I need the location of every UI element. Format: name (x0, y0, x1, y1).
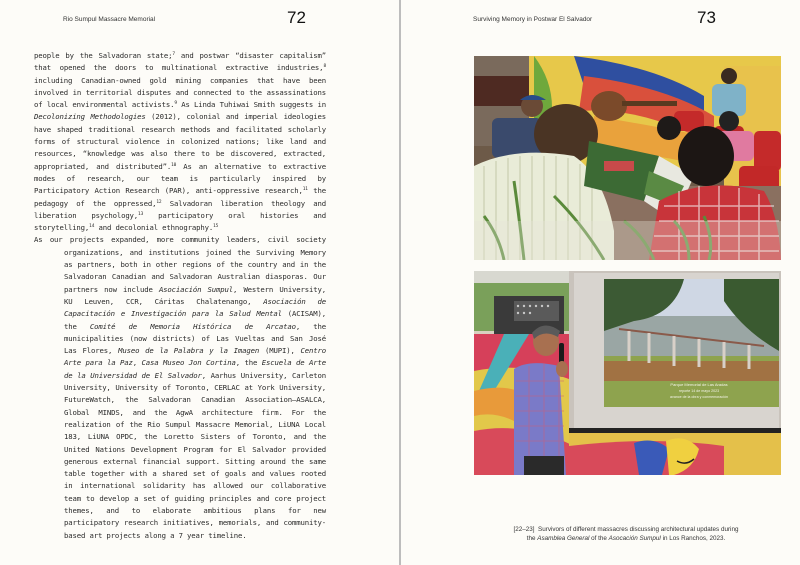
slide-subtitle: reporte 14 de mayo 2023 (678, 389, 720, 393)
italic-title: Museo de la Palabra y la Imagen (118, 346, 260, 356)
caption-text: the (526, 535, 538, 542)
text-run: people by the Salvadoran state; (34, 51, 173, 60)
italic-title: Asociación de Capacitación e Investigación para la Salud Mental (64, 296, 326, 319)
italic-title: Casa Museo Jon Cortina (141, 358, 236, 368)
text-run: and postwar “disaster capitalism” that opened the doors to multinational extractive industries, (34, 51, 326, 73)
footnote-ref[interactable]: 15 (213, 224, 219, 230)
caption-emphasis: Asamblea General (537, 535, 590, 542)
paragraph (34, 50, 326, 234)
italic-title: Decolonizing Methodologies (34, 112, 146, 122)
italic-title: Escuela de Arte de la Universidad de El Salvador (64, 358, 326, 380)
footnote-ref[interactable]: 14 (89, 224, 95, 230)
text-run: and decolonial ethnography. (94, 223, 214, 233)
speaker-presenting-photo (474, 271, 781, 475)
caption-text: of the (589, 535, 609, 542)
text-run: participatory oral histories and storytelling, (34, 210, 326, 233)
caption-line-1 (461, 525, 791, 534)
text-run: , Western University, KU Leuven, CCR, Cáritas Chalatenango, (64, 284, 327, 306)
text-run: the pedagogy of the oppressed, (34, 186, 326, 208)
text-run: (ACISAM), the (64, 309, 326, 331)
footnote-ref[interactable]: 10 (171, 162, 177, 168)
text-run: , (132, 358, 142, 368)
footnote-ref[interactable]: 8 (323, 64, 326, 70)
slide-subtitle-2: avance de la obra y conmemoración (670, 395, 728, 399)
italic-title: Centro Arte para la Paz (64, 346, 326, 368)
photo-caption (461, 525, 791, 543)
footnote-ref[interactable]: 12 (156, 199, 162, 205)
text-run: Salvadoran liberation theology and liberation psychology, (34, 198, 326, 220)
italic-title: Comité de Memoria Histórica de Arcatao (89, 321, 296, 331)
italic-title: Asociación Sumpul (158, 284, 234, 294)
slide-title: Parque Memorial de Las Aradas (670, 382, 728, 387)
left-page (0, 0, 399, 565)
text-run: , the (235, 358, 262, 368)
footnote-ref[interactable]: 7 (172, 52, 175, 57)
caption-emphasis: Asocación Sumpul (608, 535, 661, 542)
text-run: including Canadian-owned gold mining companies that have been involved in territorial disputes and connected to the assassinations of local environmental activists. (34, 75, 326, 110)
page-number-left: 72 (287, 8, 306, 27)
footnote-ref[interactable]: 11 (302, 187, 308, 193)
paragraph (34, 234, 326, 541)
footnote-ref[interactable]: 9 (174, 101, 177, 107)
text-run: (2012), colonial and imperial ideologies have shaped traditional research methods and facilitated scholarly forms of structural violence in colonized nations; like land and resources, “knowledge was also there to be discovered, extracted, appropriated, and distributed”. (34, 112, 326, 171)
caption-text: Survivors of different massacres discussing architectural updates during (538, 526, 739, 533)
caption-line-2 (461, 534, 791, 543)
page-number-right: 73 (697, 8, 716, 27)
survivors-reviewing-booklet-photo (474, 56, 781, 260)
right-page (401, 0, 800, 565)
text-run: As an alternative to extractive modes of research, our team is particularly inspired by Participatory Action Research (PAR), anti-oppressive research, (34, 161, 326, 196)
running-head-left: Rio Sumpul Massacre Memorial (63, 16, 156, 23)
caption-label: [22–23] (513, 526, 535, 533)
body-text (34, 50, 326, 542)
running-head-right: Surviving Memory in Postwar El Salvador (473, 16, 593, 23)
text-run: As Linda Tuhiwai Smith suggests in (176, 100, 326, 110)
caption-text: in Los Ranchos, 2023. (660, 535, 726, 542)
text-run: , the municipalities (now districts) of Las Vueltas and San José Las Flores, (64, 321, 326, 356)
text-run: , Aarhus University, Carleton University, University of Toronto, CERLAC at York University, FutureWatch, the Salvadoran Canadian Association–ASALCA, Global MINDS, and the AgwA architecture firm. For the realization of the Rio Sumpul Massacre Memorial, LiUNA Local 183, LiUNA OPDC, the Loretto Sisters of Toronto, and the United Nations Development Program for El Salvador provided generous external financial support. Sitting around the same table together with a shared set of goals and values rooted in international solidarity has allowed our collaborative team to develop a set of guiding principles and core project themes, and to elaborate ambitious plans for new participatory research initiatives, memorials, and community-based art projects along a 7 year timeline. (64, 370, 326, 540)
text-run: (MUPI), (259, 346, 301, 356)
footnote-ref[interactable]: 13 (138, 211, 144, 217)
text-run: As our projects expanded, more community leaders, civil society organizations, and institutions joined the Surviving Memory as partners, both in other regions of the country and in the Salvadoran Canadian and Salvadoran Australian diasporas. Our partners now include (34, 235, 326, 294)
